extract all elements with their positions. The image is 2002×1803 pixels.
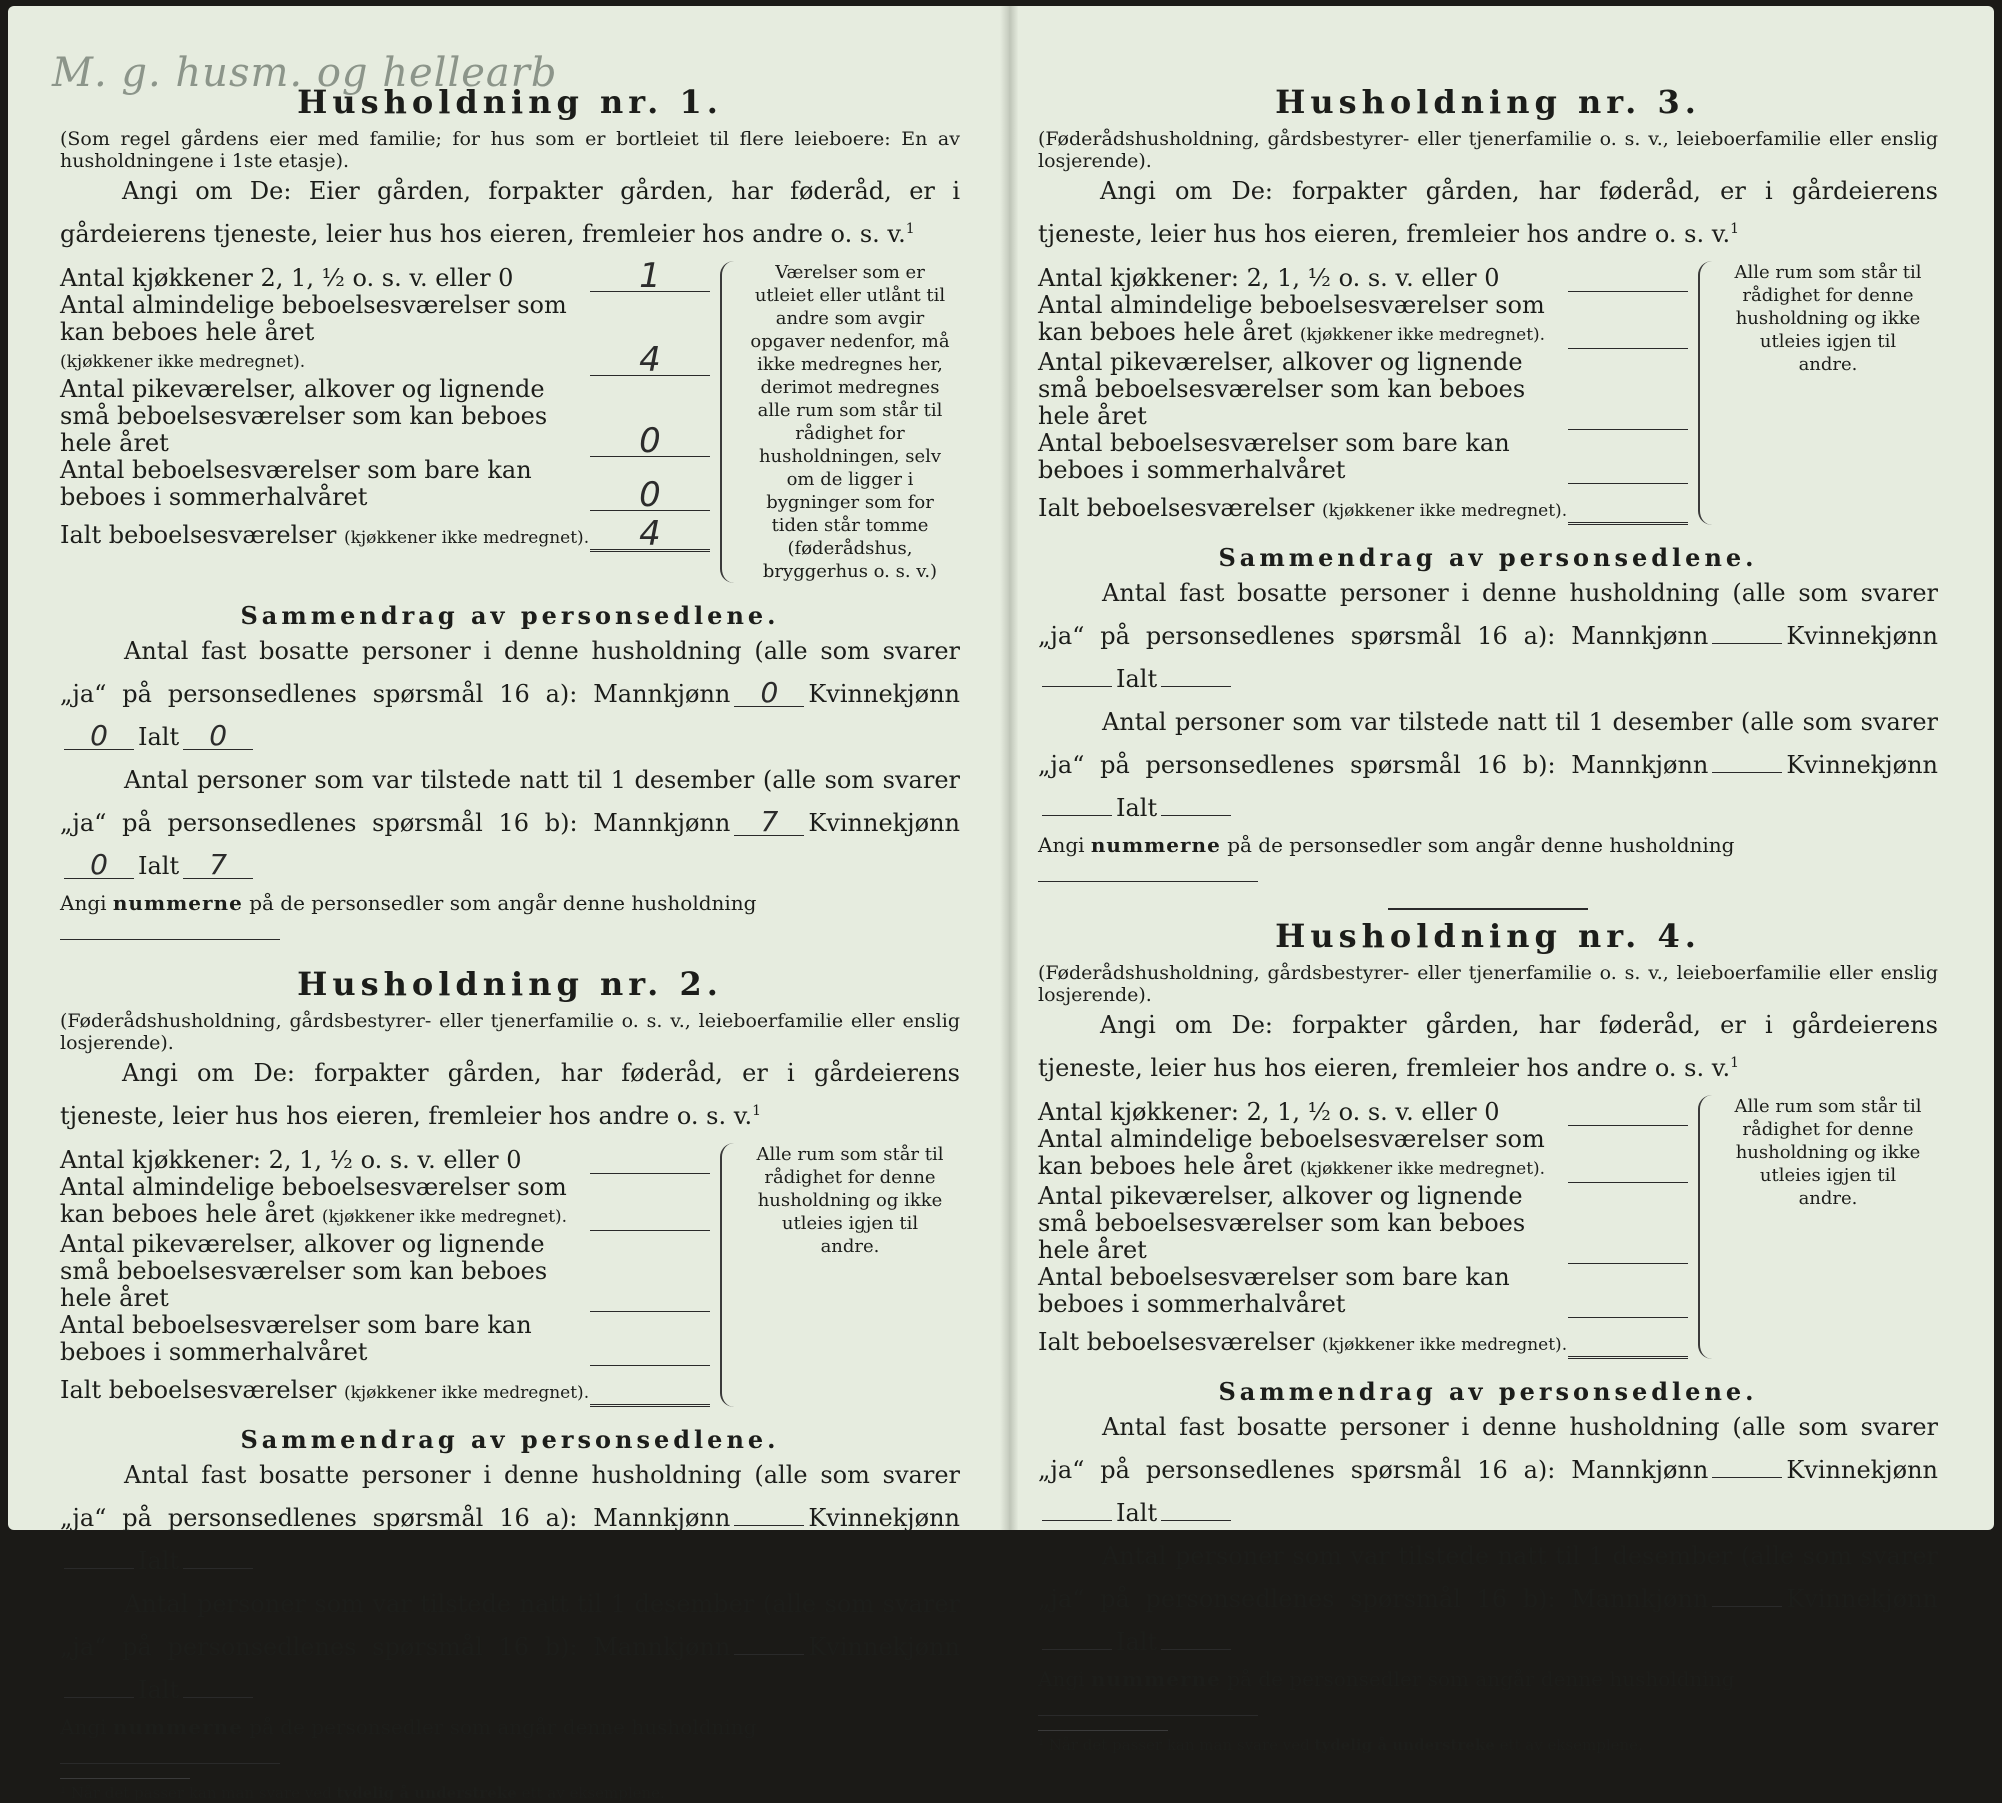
answer-16a-female[interactable]: 0 bbox=[64, 723, 134, 750]
footnote: ¹ Når det passer kan man svare ved tydelig å understreke ett av eksemplene. bbox=[1038, 1730, 1168, 1755]
answer-total-rooms[interactable] bbox=[1568, 1326, 1688, 1359]
room-questions bbox=[1038, 1095, 1938, 1359]
rooms-note: Alle rum som står til rådighet for denne husholdning og ikke utleies igjen til andre. bbox=[1734, 1096, 1922, 1209]
section-divider bbox=[1388, 908, 1588, 910]
sheet-numbers-line: Angi nummerne på de personsedler som angår denne husholdning bbox=[60, 1712, 960, 1772]
answer-regular-rooms[interactable] bbox=[1568, 1152, 1688, 1183]
q-total-rooms: Ialt beboelsesværelser (kjøkkener ikke medregnet). 4 bbox=[60, 519, 710, 552]
answer-kitchens[interactable] bbox=[1568, 1095, 1688, 1126]
household-3 bbox=[1038, 82, 1938, 910]
answer-small-rooms[interactable] bbox=[1568, 1233, 1688, 1264]
household-2 bbox=[60, 964, 960, 1803]
answer-small-rooms[interactable]: 0 bbox=[590, 426, 710, 457]
answer-16a-male[interactable]: 0 bbox=[734, 680, 804, 707]
sheet-numbers-line: Angi nummerne på de personsedler som angår denne husholdning bbox=[60, 888, 960, 948]
occupancy-question: Angi om De: forpakter gården, har føderåd, er i gårdeierens tjeneste, leier hus hos eieren, fremleier hos andre o. s. v.$^1$ bbox=[1038, 1011, 1938, 1082]
q-total-rooms: Ialt beboelsesværelser (kjøkkener ikke medregnet). bbox=[1038, 492, 1688, 525]
q-summer-rooms: Antal beboelsesværelser som bare kan beboes i sommerhalvåret 0 bbox=[60, 457, 710, 511]
answer-16a-female[interactable] bbox=[1042, 1520, 1112, 1521]
answer-16b-total[interactable]: 7 bbox=[183, 852, 253, 879]
brace bbox=[720, 1143, 746, 1407]
answer-total-rooms[interactable] bbox=[1568, 492, 1688, 525]
q-kitchens: Antal kjøkkener: 2, 1, ½ o. s. v. eller 0 bbox=[60, 1143, 710, 1174]
summary-heading: Sammendrag av personsedlene. bbox=[240, 1425, 780, 1454]
answer-small-rooms[interactable] bbox=[1568, 399, 1688, 430]
answer-16a-female[interactable] bbox=[64, 1568, 134, 1569]
household-title: Husholdning nr. 4. bbox=[1275, 917, 1701, 955]
household-subtitle: (Føderådshusholdning, gårdsbestyrer- eller tjenerfamilie o. s. v., leieboerfamilie eller enslig losjerende). bbox=[1038, 962, 1938, 1006]
q-summer-rooms: Antal beboelsesværelser som bare kan beboes i sommerhalvåret bbox=[1038, 1264, 1688, 1318]
answer-16a-female[interactable] bbox=[1042, 686, 1112, 687]
answer-16a-total[interactable] bbox=[183, 1568, 253, 1569]
rooms-note: Alle rum som står til rådighet for denne husholdning og ikke utleies igjen til andre. bbox=[1734, 262, 1922, 375]
answer-16a-male[interactable] bbox=[1712, 1477, 1782, 1478]
household-4 bbox=[1038, 916, 1938, 1755]
brace bbox=[1698, 261, 1724, 525]
q-small-rooms: Antal pikeværelser, alkover og lignende små beboelsesværelser som kan beboes hele året 0 bbox=[60, 376, 710, 457]
q-regular-rooms: Antal almindelige beboelsesværelser som kan beboes hele året (kjøkkener ikke medregnet). 4 bbox=[60, 292, 710, 376]
household-subtitle: (Som regel gårdens eier med familie; for hus som er bortleiet til flere leieboere: En av husholdningene i 1ste etasje). bbox=[60, 128, 960, 172]
q16b: Antal personer som var tilstede natt til 1 desember (alle som svarer „ja“ på personsedlenes spørsmål 16 b): Mannkjønn KvinnekjønnIalt bbox=[1038, 708, 1938, 822]
q-total-rooms: Ialt beboelsesværelser (kjøkkener ikke medregnet). bbox=[60, 1374, 710, 1407]
sheet-numbers-field[interactable] bbox=[60, 1763, 280, 1764]
answer-16a-male[interactable] bbox=[1712, 643, 1782, 644]
answer-summer-rooms[interactable]: 0 bbox=[590, 480, 710, 511]
answer-regular-rooms[interactable] bbox=[1568, 318, 1688, 349]
answer-summer-rooms[interactable] bbox=[1568, 1287, 1688, 1318]
brace bbox=[720, 261, 746, 583]
answer-16b-female[interactable] bbox=[64, 1697, 134, 1698]
q16b: Antal personer som var tilstede natt til 1 desember (alle som svarer „ja“ på personsedlenes spørsmål 16 b): Mannkjønn 7 Kvinnekjønn0 Ialt 7 bbox=[60, 766, 960, 881]
answer-kitchens[interactable] bbox=[590, 1143, 710, 1174]
q-regular-rooms: Antal almindelige beboelsesværelser som kan beboes hele året (kjøkkener ikke medregnet). bbox=[60, 1174, 710, 1231]
census-form-sheet bbox=[8, 6, 1994, 1802]
q-regular-rooms: Antal almindelige beboelsesværelser som kan beboes hele året (kjøkkener ikke medregnet). bbox=[1038, 292, 1688, 349]
sheet-numbers-field[interactable] bbox=[1038, 881, 1258, 882]
answer-16b-total[interactable] bbox=[183, 1697, 253, 1698]
q16a: Antal fast bosatte personer i denne husholdning (alle som svarer „ja“ på personsedlenes spørsmål 16 a): Mannkjønn KvinnekjønnIalt bbox=[1038, 1413, 1938, 1527]
q-summer-rooms: Antal beboelsesværelser som bare kan beboes i sommerhalvåret bbox=[60, 1312, 710, 1366]
room-questions bbox=[60, 256, 960, 583]
answer-16b-male[interactable] bbox=[1712, 772, 1782, 773]
rooms-note: Alle rum som står til rådighet for denne husholdning og ikke utleies igjen til andre. bbox=[756, 1144, 944, 1257]
household-title: Husholdning nr. 1. bbox=[297, 83, 723, 121]
summary-heading: Sammendrag av personsedlene. bbox=[240, 601, 780, 630]
answer-16b-male[interactable] bbox=[1712, 1606, 1782, 1607]
right-page bbox=[1038, 6, 1938, 1755]
occupancy-question: Angi om De: forpakter gården, har føderåd, er i gårdeierens tjeneste, leier hus hos eieren, fremleier hos andre o. s. v.$^1$ bbox=[1038, 177, 1938, 248]
q16a: Antal fast bosatte personer i denne husholdning (alle som svarer „ja“ på personsedlenes spørsmål 16 a): Mannkjønn 0 Kvinnekjønn0 Ialt 0 bbox=[60, 637, 960, 752]
answer-small-rooms[interactable] bbox=[590, 1281, 710, 1312]
occupancy-question: Angi om De: Eier gården, forpakter gården, har føderåd, er i gårdeierens tjeneste, leier hus hos eieren, fremleier hos andre o. s. v.$^1$ bbox=[60, 177, 960, 248]
q-total-rooms: Ialt beboelsesværelser (kjøkkener ikke medregnet). bbox=[1038, 1326, 1688, 1359]
answer-16a-total[interactable] bbox=[1161, 686, 1231, 687]
household-subtitle: (Føderådshusholdning, gårdsbestyrer- eller tjenerfamilie o. s. v., leieboerfamilie eller enslig losjerende). bbox=[1038, 128, 1938, 172]
answer-16b-total[interactable] bbox=[1161, 1649, 1231, 1650]
summary-heading: Sammendrag av personsedlene. bbox=[1218, 543, 1758, 572]
q16a: Antal fast bosatte personer i denne husholdning (alle som svarer „ja“ på personsedlenes spørsmål 16 a): Mannkjønn KvinnekjønnIalt bbox=[60, 1461, 960, 1575]
answer-16a-total[interactable] bbox=[1161, 1520, 1231, 1521]
q-kitchens: Antal kjøkkener: 2, 1, ½ o. s. v. eller 0 bbox=[1038, 261, 1688, 292]
answer-regular-rooms[interactable]: 4 bbox=[590, 345, 710, 376]
household-title: Husholdning nr. 3. bbox=[1275, 83, 1701, 121]
room-questions bbox=[60, 1143, 960, 1407]
handwritten-header: M. g. husm. og hellearb bbox=[52, 50, 558, 96]
q-regular-rooms: Antal almindelige beboelsesværelser som kan beboes hele året (kjøkkener ikke medregnet). bbox=[1038, 1126, 1688, 1183]
answer-total-rooms[interactable] bbox=[590, 1374, 710, 1407]
brace bbox=[1698, 1095, 1724, 1359]
rooms-note: Værelser som er utleiet eller utlånt til andre som avgir opgaver nedenfor, må ikke medregnes her, derimot medregnes alle rum som står til rådighet for husholdningen, selv om de ligger i bygninger som for tiden står tomme (føderådshus, bryggerhus o. s. v.) bbox=[750, 262, 950, 582]
answer-16b-female[interactable] bbox=[1042, 815, 1112, 816]
answer-16b-female[interactable]: 0 bbox=[64, 852, 134, 879]
answer-summer-rooms[interactable] bbox=[1568, 453, 1688, 484]
q-kitchens: Antal kjøkkener 2, 1, ½ o. s. v. eller 0 1 bbox=[60, 261, 710, 292]
left-page bbox=[60, 6, 960, 1803]
page-fold bbox=[1000, 6, 1018, 1530]
q-small-rooms: Antal pikeværelser, alkover og lignende små beboelsesværelser som kan beboes hele året bbox=[1038, 349, 1688, 430]
answer-regular-rooms[interactable] bbox=[590, 1200, 710, 1231]
household-title: Husholdning nr. 2. bbox=[297, 965, 723, 1003]
answer-kitchens[interactable]: 1 bbox=[590, 261, 710, 292]
summary-heading: Sammendrag av personsedlene. bbox=[1218, 1377, 1758, 1406]
answer-16b-male[interactable]: 7 bbox=[734, 809, 804, 836]
q-small-rooms: Antal pikeværelser, alkover og lignende små beboelsesværelser som kan beboes hele året bbox=[1038, 1183, 1688, 1264]
q16b: Antal personer som var tilstede natt til 1 desember (alle som svarer „ja“ på personsedlenes spørsmål 16 b): Mannkjønn KvinnekjønnIalt bbox=[1038, 1542, 1938, 1656]
household-subtitle: (Føderådshusholdning, gårdsbestyrer- eller tjenerfamilie o. s. v., leieboerfamilie eller enslig losjerende). bbox=[60, 1010, 960, 1054]
answer-16b-total[interactable] bbox=[1161, 815, 1231, 816]
answer-summer-rooms[interactable] bbox=[590, 1335, 710, 1366]
q16a: Antal fast bosatte personer i denne husholdning (alle som svarer „ja“ på personsedlenes spørsmål 16 a): Mannkjønn KvinnekjønnIalt bbox=[1038, 579, 1938, 693]
household-1 bbox=[60, 82, 960, 948]
footnote: ¹ Når det passer kan man svare ved tydelig å understreke ett av eksemplene. bbox=[60, 1778, 190, 1803]
answer-kitchens[interactable] bbox=[1568, 261, 1688, 292]
sheet-numbers-field[interactable] bbox=[1038, 1715, 1258, 1716]
q-kitchens: Antal kjøkkener: 2, 1, ½ o. s. v. eller 0 bbox=[1038, 1095, 1688, 1126]
sheet-numbers-field[interactable] bbox=[60, 939, 280, 940]
answer-total-rooms[interactable]: 4 bbox=[590, 519, 710, 552]
occupancy-question: Angi om De: forpakter gården, har føderåd, er i gårdeierens tjeneste, leier hus hos eieren, fremleier hos andre o. s. v.$^1$ bbox=[60, 1059, 960, 1130]
q16b: Antal personer som var tilstede natt til 1 desember (alle som svarer „ja“ på personsedlenes spørsmål 16 b): Mannkjønn KvinnekjønnIalt bbox=[60, 1590, 960, 1704]
answer-16a-male[interactable] bbox=[734, 1525, 804, 1526]
q-small-rooms: Antal pikeværelser, alkover og lignende små beboelsesværelser som kan beboes hele året bbox=[60, 1231, 710, 1312]
answer-16b-female[interactable] bbox=[1042, 1649, 1112, 1650]
answer-16a-total[interactable]: 0 bbox=[183, 723, 253, 750]
room-questions bbox=[1038, 261, 1938, 525]
sheet-numbers-line: Angi nummerne på de personsedler som angår denne husholdning bbox=[1038, 830, 1938, 890]
answer-16b-male[interactable] bbox=[734, 1654, 804, 1655]
sheet-numbers-line: Angi nummerne på de personsedler som angår denne husholdning bbox=[1038, 1664, 1938, 1724]
q-summer-rooms: Antal beboelsesværelser som bare kan beboes i sommerhalvåret bbox=[1038, 430, 1688, 484]
